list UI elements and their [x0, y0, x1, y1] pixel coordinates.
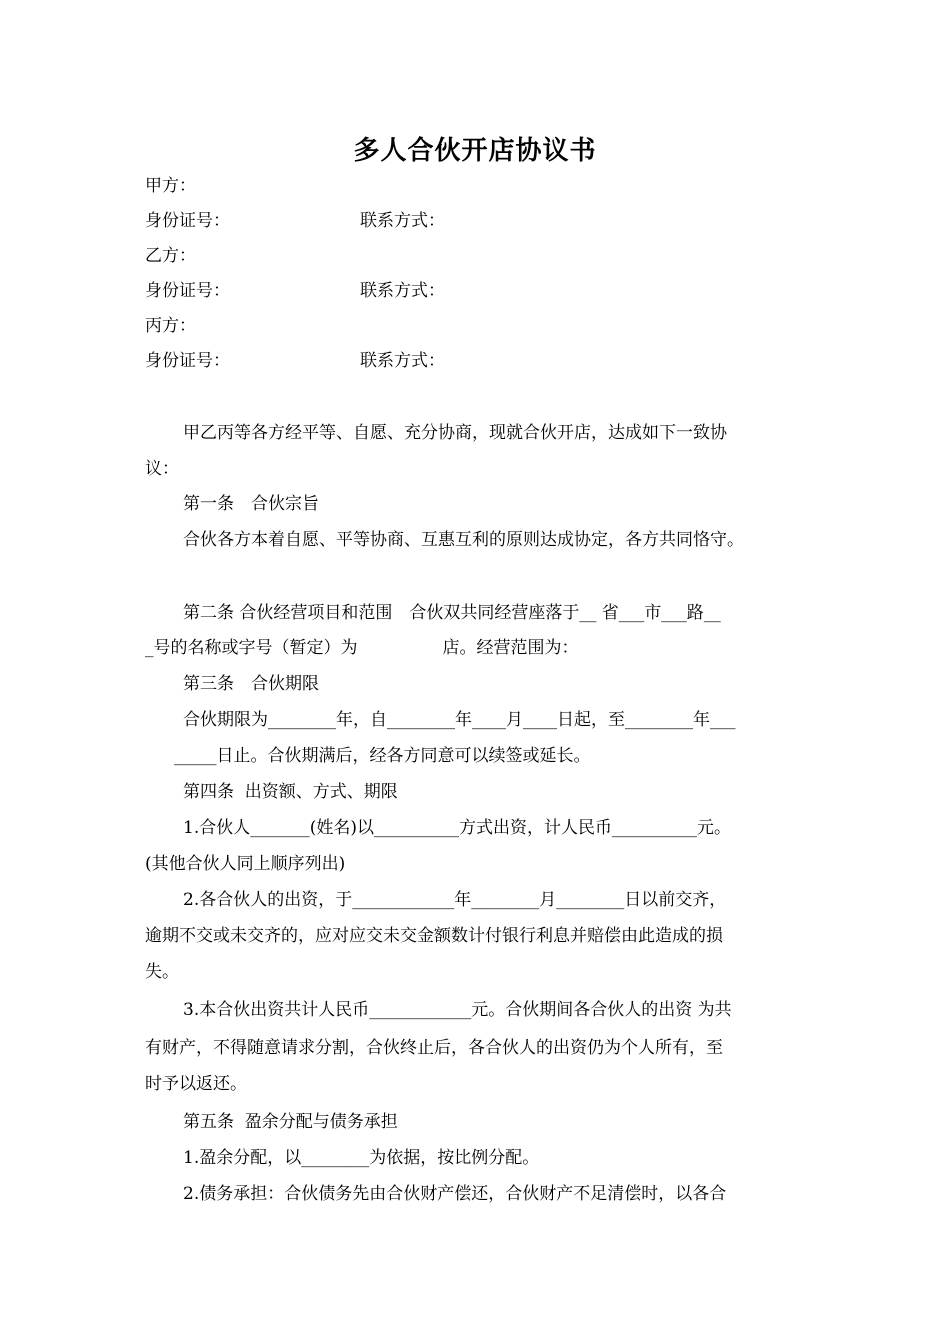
party-c-contact-label: 联系方式： [360, 351, 445, 371]
article-text: 1.盈余分配，以________为依据，按比例分配。 [183, 1148, 540, 1168]
party-a-contact-label: 联系方式： [360, 211, 445, 231]
preamble-line: 议： [145, 459, 179, 479]
party-c-id-label: 身份证号： [145, 351, 230, 371]
article-text: 合伙期限为________年，自________年____月____日起，至________年___ [183, 710, 736, 730]
article-heading: 第一条 合伙宗旨 [183, 494, 319, 514]
article-heading: 第五条 盈余分配与债务承担 [183, 1112, 398, 1132]
article-text: (其他合伙人同上顺序列出) [145, 854, 346, 874]
document-title: 多人合伙开店协议书 [353, 136, 597, 166]
article-text: _号的名称或字号（暂定）为 店。经营范围为： [145, 638, 579, 658]
party-b-label: 乙方： [145, 246, 196, 266]
party-a-label: 甲方： [145, 176, 196, 196]
article-text: 逾期不交或未交齐的，应对应交未交金额数计付银行利息并赔偿由此造成的损 [145, 926, 723, 946]
article-text: 2.债务承担：合伙债务先由合伙财产偿还，合伙财产不足清偿时，以各合 [183, 1184, 727, 1204]
article-text: 2.各合伙人的出资，于____________年________月________日以前交齐， [183, 890, 727, 910]
article-text: 合伙各方本着自愿、平等协商、互惠互利的原则达成协定，各方共同恪守。 [183, 530, 744, 550]
party-b-contact-label: 联系方式： [360, 281, 445, 301]
preamble-line: 甲乙丙等各方经平等、自愿、充分协商，现就合伙开店，达成如下一致协 [183, 423, 727, 443]
article-text: _____日止。合伙期满后，经各方同意可以续签或延长。 [174, 746, 591, 766]
article-heading: 第二条 合伙经营项目和范围 合伙双共同经营座落于__ 省___市___路__ [183, 603, 721, 623]
article-text: 时予以返还。 [145, 1074, 247, 1094]
article-text: 3.本合伙出资共计人民币____________元。合伙期间各合伙人的出资 为共 [183, 1000, 732, 1020]
article-text: 1.合伙人_______(姓名)以__________方式出资，计人民币__________元。 [183, 818, 731, 838]
article-heading: 第四条 出资额、方式、期限 [183, 782, 398, 802]
party-a-id-label: 身份证号： [145, 211, 230, 231]
party-c-label: 丙方： [145, 316, 196, 336]
article-text: 有财产，不得随意请求分割，合伙终止后，各合伙人的出资仍为个人所有，至 [145, 1038, 723, 1058]
article-text: 失。 [145, 962, 179, 982]
article-heading: 第三条 合伙期限 [183, 674, 319, 694]
party-b-id-label: 身份证号： [145, 281, 230, 301]
